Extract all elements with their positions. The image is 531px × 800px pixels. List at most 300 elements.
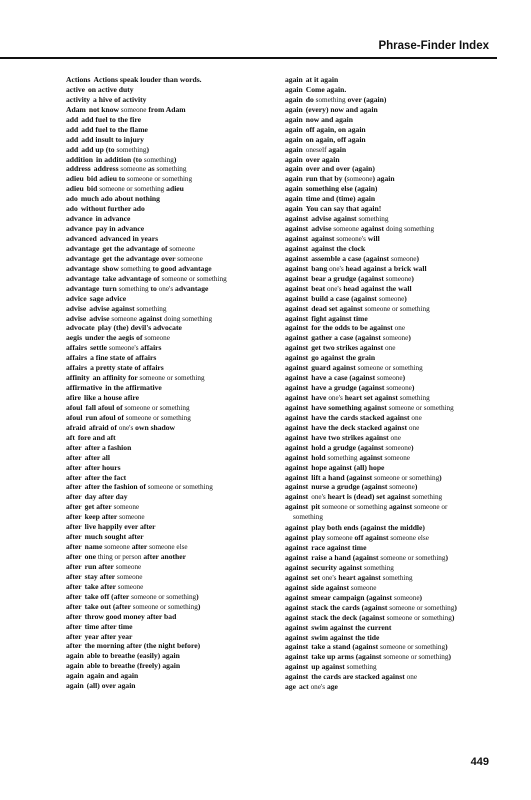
entry-headword: again bbox=[285, 75, 303, 84]
entry-headword: against bbox=[285, 432, 309, 442]
index-entry bbox=[285, 184, 497, 194]
entry-placeholder-word: someone or something bbox=[124, 403, 190, 412]
entry-placeholder-word: someone bbox=[104, 543, 130, 552]
entry-headword: advice bbox=[66, 293, 87, 303]
entry-phrase-text: have two strikes against bbox=[311, 432, 391, 442]
entry-placeholder-word: someone bbox=[384, 453, 411, 462]
entry-headword: after bbox=[66, 621, 82, 631]
entry-headword: against bbox=[285, 214, 309, 224]
entry-placeholder-word: someone bbox=[115, 562, 142, 571]
entry-phrase-text: against bbox=[357, 452, 385, 462]
entry-phrase-text: live happily ever after bbox=[84, 522, 156, 532]
entry-phrase-text: advise against bbox=[89, 303, 137, 313]
index-entry bbox=[285, 502, 497, 523]
entry-headword: against bbox=[285, 672, 309, 682]
index-entry bbox=[66, 135, 278, 145]
index-entry bbox=[285, 274, 497, 284]
entry-headword: against bbox=[285, 224, 309, 234]
entry-phrase-text: afraid of bbox=[88, 422, 119, 432]
index-entry bbox=[66, 592, 278, 602]
header-rule bbox=[0, 57, 497, 59]
index-entry bbox=[285, 623, 497, 633]
entry-headword: against bbox=[285, 323, 309, 333]
index-entry bbox=[66, 552, 278, 562]
entry-placeholder-word: one bbox=[385, 344, 396, 353]
index-entry bbox=[285, 105, 497, 115]
entry-phrase-text: go against the grain bbox=[311, 353, 376, 363]
index-entry bbox=[66, 224, 278, 234]
index-entry bbox=[66, 671, 278, 681]
entry-placeholder-word: one's bbox=[118, 423, 134, 432]
entry-placeholder-word: someone's bbox=[108, 344, 139, 353]
entry-headword: again bbox=[285, 164, 303, 174]
index-entry bbox=[285, 204, 497, 214]
entry-phrase-text: beat bbox=[311, 283, 328, 293]
entry-headword: against bbox=[285, 502, 309, 512]
index-entry bbox=[285, 433, 497, 443]
entry-placeholder-word: something bbox=[118, 284, 149, 293]
entry-phrase-text: pay in advance bbox=[95, 224, 145, 234]
index-entry bbox=[66, 423, 278, 433]
index-entry bbox=[66, 115, 278, 125]
entry-placeholder-word: someone bbox=[144, 334, 170, 343]
entry-placeholder-word: one's bbox=[311, 493, 326, 502]
index-entry bbox=[66, 641, 278, 651]
entry-headword: after bbox=[66, 552, 82, 561]
entry-phrase-text: add up (to bbox=[81, 144, 117, 154]
entry-placeholder-word: something bbox=[136, 304, 167, 313]
entry-phrase-text: on active duty bbox=[87, 84, 134, 94]
entry-phrase-text: take advantage of bbox=[102, 273, 162, 283]
index-entry bbox=[66, 681, 278, 691]
index-entry bbox=[66, 95, 278, 105]
entry-headword: against bbox=[285, 402, 309, 412]
index-entry bbox=[66, 482, 278, 492]
index-entry bbox=[66, 333, 278, 343]
entry-headword: against bbox=[285, 442, 309, 452]
entry-headword: after bbox=[66, 571, 82, 581]
entry-headword: addition bbox=[66, 154, 94, 164]
entry-phrase-text: something else (again) bbox=[305, 184, 378, 194]
entry-placeholder-word: someone or something bbox=[131, 592, 197, 601]
index-entry bbox=[66, 522, 278, 532]
entry-placeholder-word: someone or something bbox=[99, 185, 165, 194]
entry-phrase-text: (all) over again bbox=[86, 681, 136, 691]
entry-placeholder-word: something bbox=[120, 264, 151, 273]
entry-placeholder-word: someone bbox=[385, 443, 412, 452]
entry-phrase-text: advise bbox=[89, 313, 112, 323]
entry-placeholder-word: someone or something bbox=[380, 554, 446, 563]
index-entry bbox=[285, 363, 497, 373]
entry-placeholder-word: one's bbox=[158, 284, 174, 293]
entry-phrase-text: without further ado bbox=[80, 204, 145, 214]
entry-headword: against bbox=[285, 313, 309, 323]
entry-placeholder-word: someone or something bbox=[364, 304, 430, 313]
entry-placeholder-word: someone bbox=[333, 225, 359, 234]
entry-phrase-text: hope against (all) hope bbox=[311, 462, 385, 472]
index-entry bbox=[66, 194, 278, 204]
entry-headword: against bbox=[285, 592, 309, 602]
index-entry bbox=[66, 314, 278, 324]
entry-phrase-text: build a case (against bbox=[311, 293, 379, 303]
entry-placeholder-word: thing or person bbox=[97, 553, 142, 561]
index-entry bbox=[66, 443, 278, 453]
entry-headword: Actions bbox=[66, 75, 91, 84]
index-entry bbox=[66, 264, 278, 274]
entry-placeholder-word: someone or something bbox=[383, 653, 449, 662]
entry-phrase-text: will bbox=[365, 234, 380, 243]
entry-phrase-text: have a grudge (against bbox=[311, 383, 387, 393]
entry-phrase-text: after another bbox=[141, 552, 187, 561]
entry-phrase-text: ) bbox=[402, 373, 406, 383]
index-entry bbox=[285, 383, 497, 393]
index-entry bbox=[285, 453, 497, 463]
entry-headword: again bbox=[66, 681, 84, 691]
entry-phrase-text: have bbox=[311, 393, 329, 402]
index-entry bbox=[285, 125, 497, 135]
entry-placeholder-word: one bbox=[406, 673, 418, 682]
entry-headword: again bbox=[285, 134, 303, 144]
entry-placeholder-word: someone bbox=[346, 175, 373, 184]
index-entry bbox=[285, 482, 497, 492]
entry-headword: advantage bbox=[66, 273, 100, 283]
index-entry bbox=[66, 184, 278, 194]
entry-phrase-text: again and again bbox=[86, 671, 139, 681]
entry-phrase-text: keep after bbox=[84, 512, 120, 522]
index-entry bbox=[285, 254, 497, 264]
entry-placeholder-word: someone bbox=[111, 314, 137, 323]
index-entry bbox=[285, 682, 497, 692]
entry-phrase-text: against bbox=[387, 502, 415, 512]
index-entry bbox=[66, 512, 278, 522]
index-entry bbox=[285, 323, 497, 333]
index-entry bbox=[66, 155, 278, 165]
entry-phrase-text: head against the wall bbox=[341, 283, 412, 293]
entry-headword: against bbox=[285, 523, 309, 533]
index-entry bbox=[285, 672, 497, 682]
entry-phrase-text: able to breathe (freely) again bbox=[86, 661, 181, 671]
entry-phrase-text: to bbox=[148, 283, 159, 293]
entry-phrase-text: play (the) devil's advocate bbox=[97, 323, 182, 333]
entry-phrase-text: over (again) bbox=[345, 94, 387, 104]
index-entry bbox=[285, 85, 497, 95]
index-entry bbox=[285, 523, 497, 533]
entry-phrase-text: stack the cards (against bbox=[311, 602, 390, 612]
entry-phrase-text: against bbox=[358, 224, 386, 234]
entry-headword: against bbox=[285, 393, 309, 402]
entry-placeholder-word: someone else bbox=[149, 543, 188, 552]
entry-phrase-text: off again, on again bbox=[305, 124, 366, 134]
index-entry bbox=[285, 563, 497, 573]
index-entry bbox=[66, 532, 278, 542]
entry-phrase-text: off against bbox=[352, 533, 391, 543]
entry-placeholder-word: someone bbox=[389, 483, 415, 492]
entry-phrase-text: affairs bbox=[138, 343, 162, 353]
entry-placeholder-word: something bbox=[399, 394, 430, 402]
entry-headword: against bbox=[285, 562, 309, 572]
entry-phrase-text: stack the deck (against bbox=[311, 612, 387, 622]
index-entry bbox=[285, 423, 497, 433]
index-entry bbox=[66, 343, 278, 353]
entry-headword: against bbox=[285, 642, 309, 652]
index-entry bbox=[66, 612, 278, 622]
entry-headword: against bbox=[285, 582, 309, 592]
entry-phrase-text: turn bbox=[102, 283, 119, 293]
index-entry bbox=[66, 393, 278, 403]
index-entry bbox=[66, 244, 278, 254]
entry-headword: against bbox=[285, 553, 309, 563]
index-entry bbox=[66, 661, 278, 671]
entry-placeholder-word: one's bbox=[327, 284, 342, 293]
index-entry bbox=[66, 373, 278, 383]
entry-phrase-text: ) bbox=[146, 144, 149, 154]
entry-headword: add bbox=[66, 114, 79, 124]
entry-headword: against bbox=[285, 273, 309, 283]
entry-placeholder-word: something bbox=[358, 215, 389, 224]
index-entry bbox=[66, 353, 278, 363]
entry-phrase-text: on again, off again bbox=[305, 134, 366, 144]
entry-phrase-text: ) bbox=[439, 472, 442, 482]
entry-headword: afoul bbox=[66, 412, 83, 422]
index-entry bbox=[285, 294, 497, 304]
entry-headword: adieu bbox=[66, 174, 84, 184]
entry-phrase-text: now and again bbox=[305, 114, 354, 124]
entry-headword: advantage bbox=[66, 283, 100, 293]
entry-continuation: something bbox=[293, 513, 323, 522]
index-column-left bbox=[66, 75, 278, 691]
entry-placeholder-word: one's bbox=[329, 264, 344, 273]
index-entry bbox=[285, 194, 497, 204]
entry-headword: advantage bbox=[66, 243, 100, 253]
entry-phrase-text: smear campaign (against bbox=[311, 592, 394, 602]
entry-phrase-text: a fine state of affairs bbox=[90, 353, 157, 363]
index-entry bbox=[66, 403, 278, 413]
index-entry bbox=[66, 145, 278, 155]
entry-placeholder-word: someone bbox=[386, 384, 412, 393]
entry-placeholder-word: something bbox=[156, 165, 187, 174]
page-number: 449 bbox=[470, 756, 489, 768]
entry-phrase-text: advanced in years bbox=[99, 234, 159, 243]
entry-headword: after bbox=[66, 591, 82, 601]
entry-phrase-text: address bbox=[93, 164, 121, 174]
entry-placeholder-word: someone bbox=[119, 513, 145, 522]
entry-headword: advantage bbox=[66, 263, 100, 273]
index-entry bbox=[285, 155, 497, 165]
index-entry bbox=[66, 234, 278, 244]
index-entry bbox=[285, 224, 497, 234]
index-entry bbox=[66, 463, 278, 473]
entry-placeholder-word: someone bbox=[378, 294, 405, 303]
entry-phrase-text: in the affirmative bbox=[105, 383, 162, 393]
entry-phrase-text: at it again bbox=[305, 75, 339, 84]
entry-phrase-text: ) bbox=[419, 592, 423, 602]
entry-headword: against bbox=[285, 293, 309, 303]
entry-phrase-text: ) again bbox=[372, 174, 395, 184]
entry-phrase-text: run afoul of bbox=[85, 412, 126, 422]
index-entry bbox=[285, 613, 497, 623]
entry-phrase-text: take out (after bbox=[84, 601, 133, 611]
index-entry bbox=[285, 543, 497, 553]
entry-phrase-text: ) bbox=[445, 642, 448, 652]
entry-phrase-text: advise against bbox=[311, 214, 359, 224]
entry-phrase-text: much ado about nothing bbox=[80, 194, 160, 204]
entry-headword: against bbox=[285, 243, 309, 253]
entry-phrase-text: name bbox=[84, 542, 105, 552]
entry-headword: advance bbox=[66, 214, 93, 224]
index-entry bbox=[66, 284, 278, 294]
entry-headword: after bbox=[66, 532, 82, 542]
entry-placeholder-word: doing something bbox=[385, 225, 435, 234]
entry-phrase-text: add fuel to the flame bbox=[81, 124, 148, 134]
index-entry bbox=[285, 343, 497, 353]
entry-headword: after bbox=[66, 502, 82, 512]
entry-headword: adieu bbox=[66, 184, 84, 194]
index-entry bbox=[285, 642, 497, 652]
entry-phrase-text: bang bbox=[311, 263, 330, 273]
index-entry bbox=[66, 473, 278, 483]
entry-headword: ado bbox=[66, 194, 78, 204]
entry-placeholder-word: someone bbox=[169, 244, 195, 253]
entry-headword: again bbox=[66, 661, 84, 671]
entry-headword: again bbox=[66, 671, 84, 681]
entry-headword: affirmative bbox=[66, 383, 103, 393]
index-entry bbox=[285, 353, 497, 363]
entry-phrase-text: in advance bbox=[95, 214, 131, 224]
entry-phrase-text: security against bbox=[311, 562, 364, 572]
entry-phrase-text: get after bbox=[84, 502, 114, 512]
entry-placeholder-word: someone bbox=[350, 583, 377, 592]
entry-phrase-text: able to breathe (easily) again bbox=[86, 651, 180, 661]
entry-phrase-text: advantage bbox=[173, 283, 209, 293]
index-entry bbox=[285, 473, 497, 483]
entry-phrase-text: much sought after bbox=[84, 532, 144, 542]
entry-phrase-text: in addition (to bbox=[96, 154, 144, 164]
entry-phrase-text: take up arms (against bbox=[311, 652, 384, 662]
entry-phrase-text: ) bbox=[408, 333, 411, 343]
entry-phrase-text: the cards are stacked against bbox=[311, 672, 407, 682]
entry-placeholder-word: one's bbox=[321, 573, 337, 582]
entry-phrase-text: swim against the tide bbox=[311, 632, 380, 642]
index-entry bbox=[285, 443, 497, 453]
index-entry bbox=[285, 95, 497, 105]
entry-phrase-text: ) bbox=[411, 273, 414, 283]
entry-placeholder-word: someone bbox=[177, 254, 203, 263]
entry-headword: after bbox=[66, 601, 82, 611]
entry-headword: against bbox=[285, 303, 309, 313]
entry-placeholder-word: something bbox=[143, 155, 174, 164]
entry-headword: after bbox=[66, 492, 82, 502]
entry-phrase-text: as bbox=[145, 164, 157, 174]
entry-headword: again bbox=[285, 84, 303, 94]
entry-phrase-text: settle bbox=[90, 343, 109, 353]
entry-phrase-text: again bbox=[326, 144, 347, 154]
entry-phrase-text: race against time bbox=[311, 543, 367, 553]
entry-phrase-text: have something against bbox=[311, 402, 389, 412]
entry-phrase-text: against the clock bbox=[311, 243, 366, 253]
entry-headword: against bbox=[285, 263, 309, 273]
running-header-title: Phrase-Finder Index bbox=[378, 40, 489, 52]
entry-phrase-text: get the advantage of bbox=[102, 243, 170, 253]
index-entry bbox=[66, 492, 278, 502]
entry-phrase-text: own shadow bbox=[133, 422, 176, 432]
index-entry bbox=[66, 433, 278, 443]
index-entry bbox=[285, 145, 497, 155]
index-entry bbox=[66, 542, 278, 552]
entry-placeholder-word: one bbox=[394, 324, 406, 333]
entry-headword: after bbox=[66, 631, 82, 641]
index-entry bbox=[66, 174, 278, 184]
entry-headword: against bbox=[285, 383, 309, 393]
index-entry bbox=[66, 85, 278, 95]
entry-placeholder-word: someone bbox=[390, 254, 417, 263]
entry-phrase-text: show bbox=[102, 263, 121, 273]
index-entry bbox=[285, 264, 497, 274]
entry-phrase-text: run that by ( bbox=[305, 174, 347, 184]
index-entry bbox=[285, 115, 497, 125]
entry-placeholder-word: someone or something bbox=[147, 483, 213, 492]
entry-phrase-text: assemble a case (against bbox=[311, 253, 391, 263]
entry-phrase-text: a hive of activity bbox=[93, 94, 147, 104]
entry-phrase-text: run after bbox=[84, 561, 116, 571]
entry-headword: against bbox=[285, 333, 309, 343]
entry-headword: again bbox=[285, 104, 303, 114]
index-entry bbox=[66, 602, 278, 612]
entry-phrase-text: like a house afire bbox=[84, 393, 139, 402]
entry-placeholder-word: someone or something bbox=[127, 175, 193, 184]
entry-placeholder-word: something bbox=[412, 493, 443, 502]
entry-phrase-text: over and over (again) bbox=[305, 164, 375, 174]
entry-phrase-text: ) bbox=[445, 553, 449, 563]
entry-phrase-text: adieu bbox=[164, 184, 184, 194]
entry-phrase-text: age bbox=[325, 682, 338, 692]
index-entry bbox=[66, 294, 278, 304]
entry-headword: again bbox=[285, 154, 303, 164]
index-entry bbox=[285, 553, 497, 563]
index-entry bbox=[66, 572, 278, 582]
entry-phrase-text: an affinity for bbox=[92, 373, 140, 383]
entry-phrase-text: from Adam bbox=[146, 104, 186, 114]
entry-phrase-text: heart is (dead) set against bbox=[325, 492, 413, 502]
entry-phrase-text: play both ends (against the middle) bbox=[311, 523, 425, 533]
index-entry bbox=[66, 304, 278, 314]
entry-phrase-text: time after time bbox=[84, 621, 133, 631]
entry-headword: affairs bbox=[66, 343, 88, 353]
entry-phrase-text: after a fashion bbox=[84, 442, 132, 452]
entry-headword: after bbox=[66, 561, 82, 571]
entry-phrase-text: have a case (against bbox=[311, 373, 378, 383]
entry-headword: against bbox=[285, 632, 309, 642]
entry-placeholder-word: someone or something bbox=[125, 413, 191, 422]
entry-headword: against bbox=[285, 652, 309, 662]
entry-phrase-text: add insult to injury bbox=[81, 134, 144, 144]
entry-headword: affairs bbox=[66, 363, 88, 373]
entry-placeholder-word: something bbox=[327, 453, 358, 462]
index-entry bbox=[285, 413, 497, 423]
entry-phrase-text: under the aegis of bbox=[85, 333, 145, 343]
index-entry bbox=[66, 254, 278, 264]
entry-headword: add bbox=[66, 134, 79, 144]
entry-headword: advise bbox=[66, 303, 87, 313]
entry-headword: after bbox=[66, 482, 82, 492]
entry-headword: after bbox=[66, 641, 82, 651]
entry-headword: against bbox=[285, 472, 309, 482]
index-entry bbox=[285, 373, 497, 383]
entry-phrase-text: stay after bbox=[84, 571, 117, 581]
entry-phrase-text: heart set against bbox=[342, 393, 400, 402]
entry-placeholder-word: one's bbox=[310, 683, 326, 692]
entry-headword: against bbox=[285, 283, 309, 293]
index-entry bbox=[285, 492, 497, 502]
